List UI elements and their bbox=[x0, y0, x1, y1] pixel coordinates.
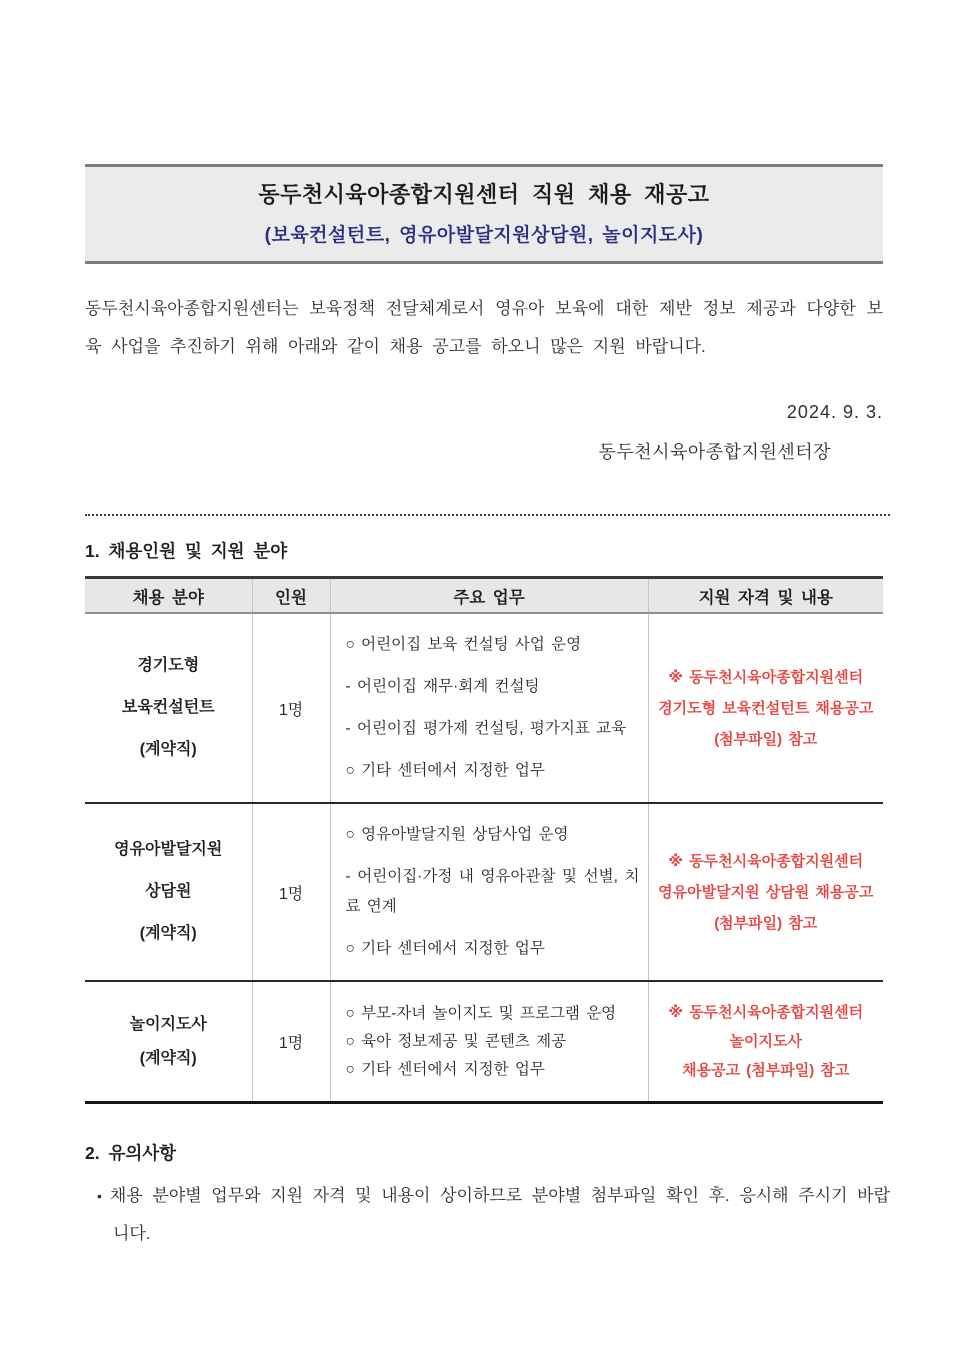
row3-category: 놀이지도사 (계약직) bbox=[85, 981, 252, 1102]
dotted-divider bbox=[85, 514, 890, 516]
bullet-icon: • bbox=[97, 1187, 102, 1204]
row2-category: 영유아발달지원 상담원 (계약직) bbox=[85, 803, 252, 981]
announcement-date: 2024. 9. 3. bbox=[786, 401, 883, 422]
document-content bbox=[85, 164, 890, 1253]
row2-count: 1명 bbox=[252, 803, 330, 981]
row1-duties: ○ 어린이집 보육 컨설팅 사업 운영 - 어린이집 재무·회계 컨설팅 - 어린이집 평가제 컨설팅, 평가지표 교육 ○ 기타 센터에서 지정한 업무 bbox=[330, 613, 648, 803]
row1-qualification: ※ 동두천시육아종합지원센터 경기도형 보육컨설턴트 채용공고 (첨부파일) 참고 bbox=[648, 613, 883, 803]
table-header-row bbox=[85, 577, 883, 613]
section1-heading: 1. 채용인원 및 지원 분야 bbox=[85, 540, 288, 561]
intro-paragraph: 동두천시육아종합지원센터는 보육정책 전달체계로서 영유아 보육에 대한 제반 정보 제공과 다양한 보육 사업을 추진하기 위해 아래와 같이 채용 공고를 하오니 많은 지원 바랍니다. bbox=[85, 298, 883, 356]
row2-qualification: ※ 동두천시육아종합지원센터 영유아발달지원 상담원 채용공고 (첨부파일) 참고 bbox=[648, 803, 883, 981]
row3-count: 1명 bbox=[252, 981, 330, 1102]
header-count: 인원 bbox=[252, 577, 330, 613]
row3-duties: ○ 부모-자녀 놀이지도 및 프로그램 운영 ○ 육아 정보제공 및 콘텐츠 제공 ○ 기타 센터에서 지정한 업무 bbox=[330, 981, 648, 1102]
notice-title: 동두천시육아종합지원센터 직원 채용 재공고 bbox=[258, 182, 710, 207]
row1-count: 1명 bbox=[252, 613, 330, 803]
signer-title: 동두천시육아종합지원센터장 bbox=[598, 441, 831, 462]
header-duties: 주요 업무 bbox=[330, 577, 648, 613]
header-category: 채용 분야 bbox=[85, 577, 252, 613]
note-text: 채용 분야별 업무와 지원 자격 및 내용이 상이하므로 분야별 첨부파일 확인 후. 응시해 주시기 바랍니다. bbox=[109, 1185, 890, 1243]
row3-qualification: ※ 동두천시육아종합지원센터 놀이지도사 채용공고 (첨부파일) 참고 bbox=[648, 981, 883, 1102]
date-signer-block bbox=[85, 392, 883, 472]
table-row bbox=[85, 981, 883, 1102]
table-row bbox=[85, 613, 883, 803]
notice-header-box bbox=[85, 164, 883, 264]
section2-heading: 2. 유의사항 bbox=[85, 1142, 177, 1163]
table-row bbox=[85, 803, 883, 981]
recruitment-table bbox=[85, 576, 883, 1104]
note-item bbox=[85, 1177, 890, 1253]
row2-duties: ○ 영유아발달지원 상담사업 운영 - 어린이집·가정 내 영유아관찰 및 선별, 치료 연계 ○ 기타 센터에서 지정한 업무 bbox=[330, 803, 648, 981]
notice-subtitle: (보육컨설턴트, 영유아발달지원상담원, 놀이지도사) bbox=[264, 224, 704, 246]
header-qualification: 지원 자격 및 내용 bbox=[648, 577, 883, 613]
row1-category: 경기도형 보육컨설턴트 (계약직) bbox=[121, 657, 215, 759]
